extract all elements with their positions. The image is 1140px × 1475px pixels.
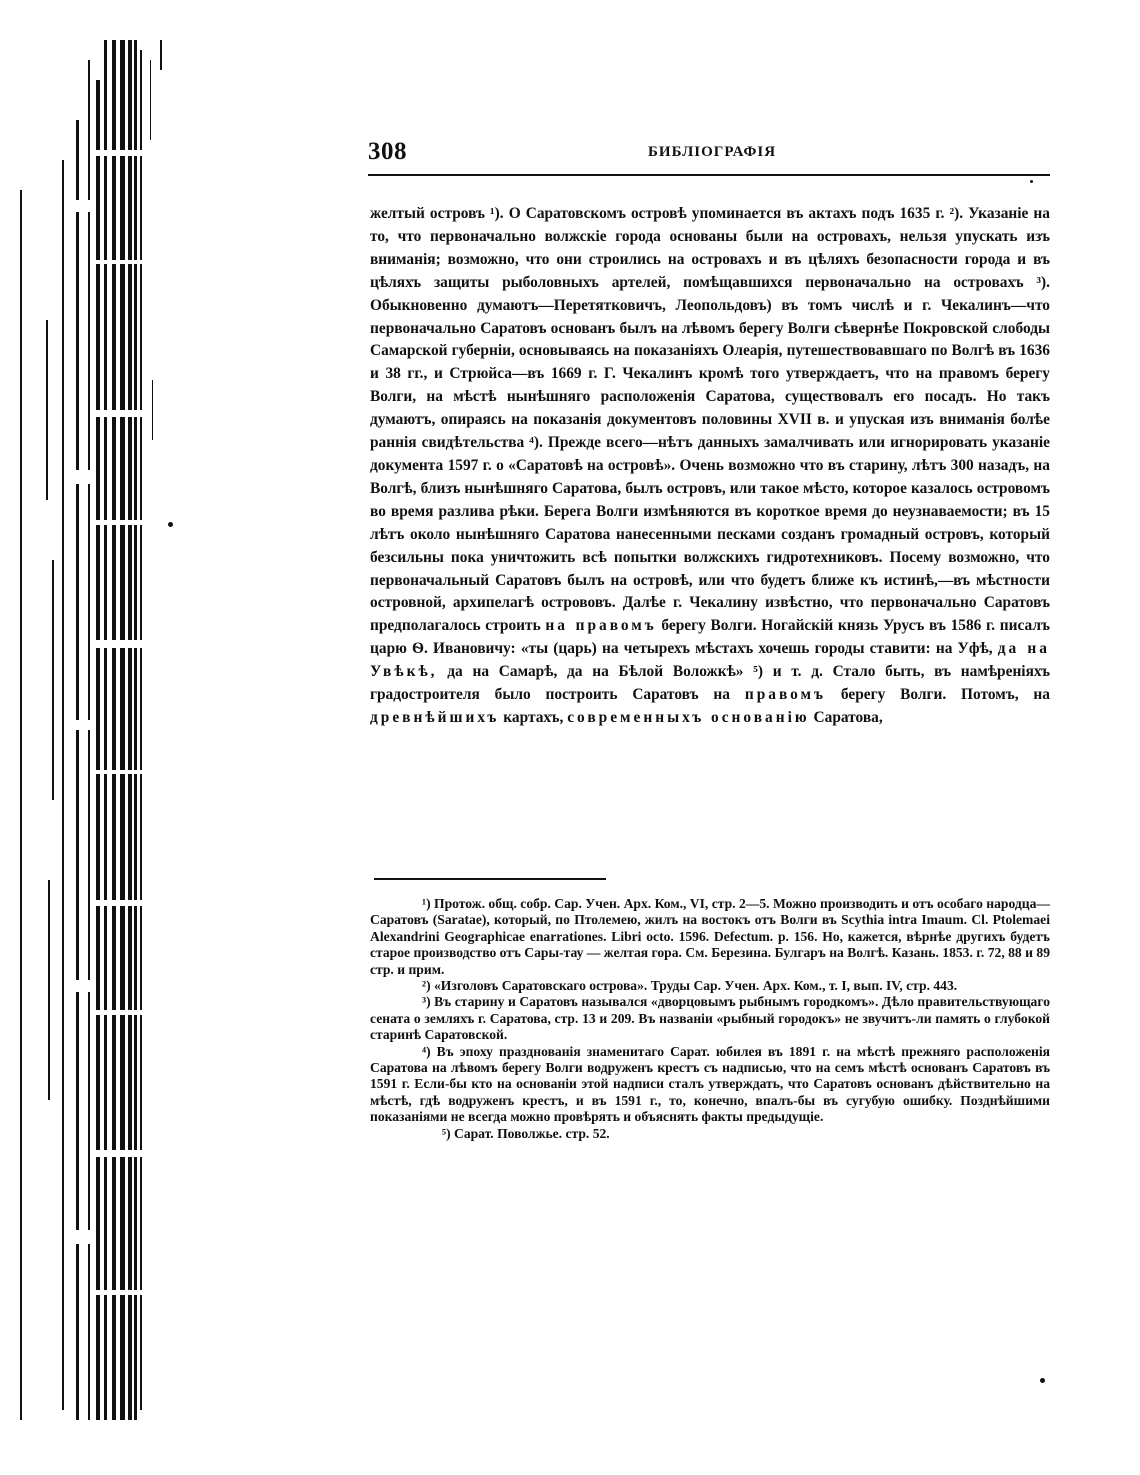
scan-speck <box>168 522 173 527</box>
spaced-emphasis-2: да на Увѣкѣ, <box>370 640 1050 681</box>
body-paragraph <box>370 203 1050 730</box>
footnote-1: ¹) Протож. общ. собр. Сар. Учен. Арх. Ком., VI, стр. 2—5. Можно производить и отъ особаго народца—Саратовъ (Saratae), который, по Птолемею, жилъ на востокъ отъ Волги въ Scythia intra Imaum. Cl. Ptolemaei Alexandrini Geographicae enarrationes. Libri octo. 1596. Defectum. p. 156. Но, кажется, вѣрнѣе другихъ будетъ старое производство отъ Сары-тау — желтая гора. См. Березина. Булгаръ на Волгѣ. Казань. 1853. г. 72, 88 и 89 стр. и прим. <box>370 896 1050 977</box>
scan-speck <box>1040 1378 1045 1383</box>
main-text <box>370 203 1050 730</box>
scan-speck <box>1030 180 1033 183</box>
page-number: 308 <box>368 138 407 165</box>
spaced-emphasis-1: на правомъ <box>545 617 657 635</box>
body-text-2: берегу Волги. Ногайскій князь Урусъ въ 1586 г. писалъ царю Ѳ. Ивановичу: «ты (царь) на четырехъ мѣстахъ хочешь городы ставити: на Уфѣ, <box>370 617 1050 658</box>
footnote-2: ²) «Изголовъ Саратовскаго острова». Труды Сар. Учен. Арх. Ком., т. I, вып. IV, стр. 443. <box>422 978 958 994</box>
spaced-emphasis-5: современныхъ основанію <box>567 708 810 726</box>
footnote-divider <box>374 878 606 880</box>
body-text-3: да на Самарѣ, да на Бѣлой Воложкѣ» ⁵) и т. д. Стало быть, въ намѣреніяхъ градостроителя было построить Саратовъ на <box>370 663 1050 704</box>
footnotes <box>370 896 1050 1142</box>
scan-gutter <box>0 0 170 1475</box>
footnote-3: ³) Въ старину и Саратовъ назывался «дворцовымъ рыбнымъ городкомъ». Дѣло правительствующаго сената о земляхъ г. Саратова, стр. 13 и 209. Въ названіи «рыбный городокъ» не звучитъ-ли память о глубокой старинѣ Саратовской. <box>370 994 1050 1043</box>
body-text: желтый островъ ¹). О Саратовскомъ островѣ упоминается въ актахъ подъ 1635 г. ²). Указаніе на то, что первоначально волжскіе города основаны были на островахъ, нельзя упускать изъ вниманія; возможно, что они строились на островахъ и въ цѣляхъ безопасности города и въ цѣляхъ защиты рыболовныхъ артелей, помѣщавшихся первоначально на островахъ ³). Обыкновенно думаютъ—Перетятковичъ, Леопольдовъ) въ томъ числѣ и г. Чекалинъ—что первоначально Саратовъ основанъ былъ на лѣвомъ берегу Волги сѣвернѣе Покровской слободы Самарской губерніи, основываясь на показаніяхъ Олеарія, путешествовавшаго по Волгѣ въ 1636 и 38 гг., и Стрюйса—въ 1669 г. Г. Чекалинъ кромѣ того утверждаетъ, что на правомъ берегу Волги, на мѣстѣ нынѣшняго расположенія Саратова, существовалъ его посадъ. Но такъ думаютъ, опираясь на показанія документовъ половины XVII в. и упуская изъ вниманія болѣе раннія свидѣтельства ⁴). Прежде всего—нѣтъ данныхъ замалчивать или игнорировать указаніе документа 1597 г. о «Саратовѣ на островѣ». Очень возможно что въ старину, лѣтъ 300 назадъ, на Волгѣ, близъ нынѣшняго Саратова, былъ островъ, или такое мѣсто, которое казалось островомъ во время разлива рѣки. Берега Волги измѣняются въ короткое время до неузнаваемости; въ 15 лѣтъ около нынѣшняго Саратова нанесенными песками созданъ громадный островъ, который безсильны пока уничтожить всѣ попытки волжскихъ гидротехниковъ. Посему возможно, что первоначальный Саратовъ былъ на островѣ, или что будетъ ближе къ истинѣ,—въ мѣстности островной, архипелагѣ острововъ. Далѣе г. Чекалину извѣстно, что первоначально Саратовъ предполагалось строить <box>370 205 1050 635</box>
spaced-emphasis-4: древнѣйшихъ <box>370 708 500 726</box>
body-text-4: берегу Волги. Потомъ, на <box>840 686 1050 704</box>
footnote-5: ⁵) Сарат. Поволжье. стр. 52. <box>442 1125 610 1141</box>
running-head: БИБЛІОГРАФІЯ <box>648 144 777 160</box>
page-header <box>368 138 1050 176</box>
footnote-4: ⁴) Въ эпоху празднованія знаменитаго Сарат. юбилея въ 1891 г. на мѣстѣ прежняго расположенія Саратова на лѣвомъ берегу Волги водруженъ крестъ съ надписью, что на семъ мѣстѣ основанъ Саратовъ въ 1591 г. Если-бы кто на основаніи этой надписи сталъ утверждать, что Саратовъ основанъ дѣйствительно на мѣстѣ, гдѣ водруженъ крестъ, и въ 1591 г., то, конечно, впалъ-бы въ сугубую ошибку. Позднѣйшими показаніями не всегда можно провѣрять и объяснять факты предыдущіе. <box>370 1043 1050 1125</box>
body-text-end: Саратова, <box>813 708 883 726</box>
body-text-5: картахъ, <box>503 708 564 726</box>
spaced-emphasis-3: правомъ <box>744 686 827 704</box>
